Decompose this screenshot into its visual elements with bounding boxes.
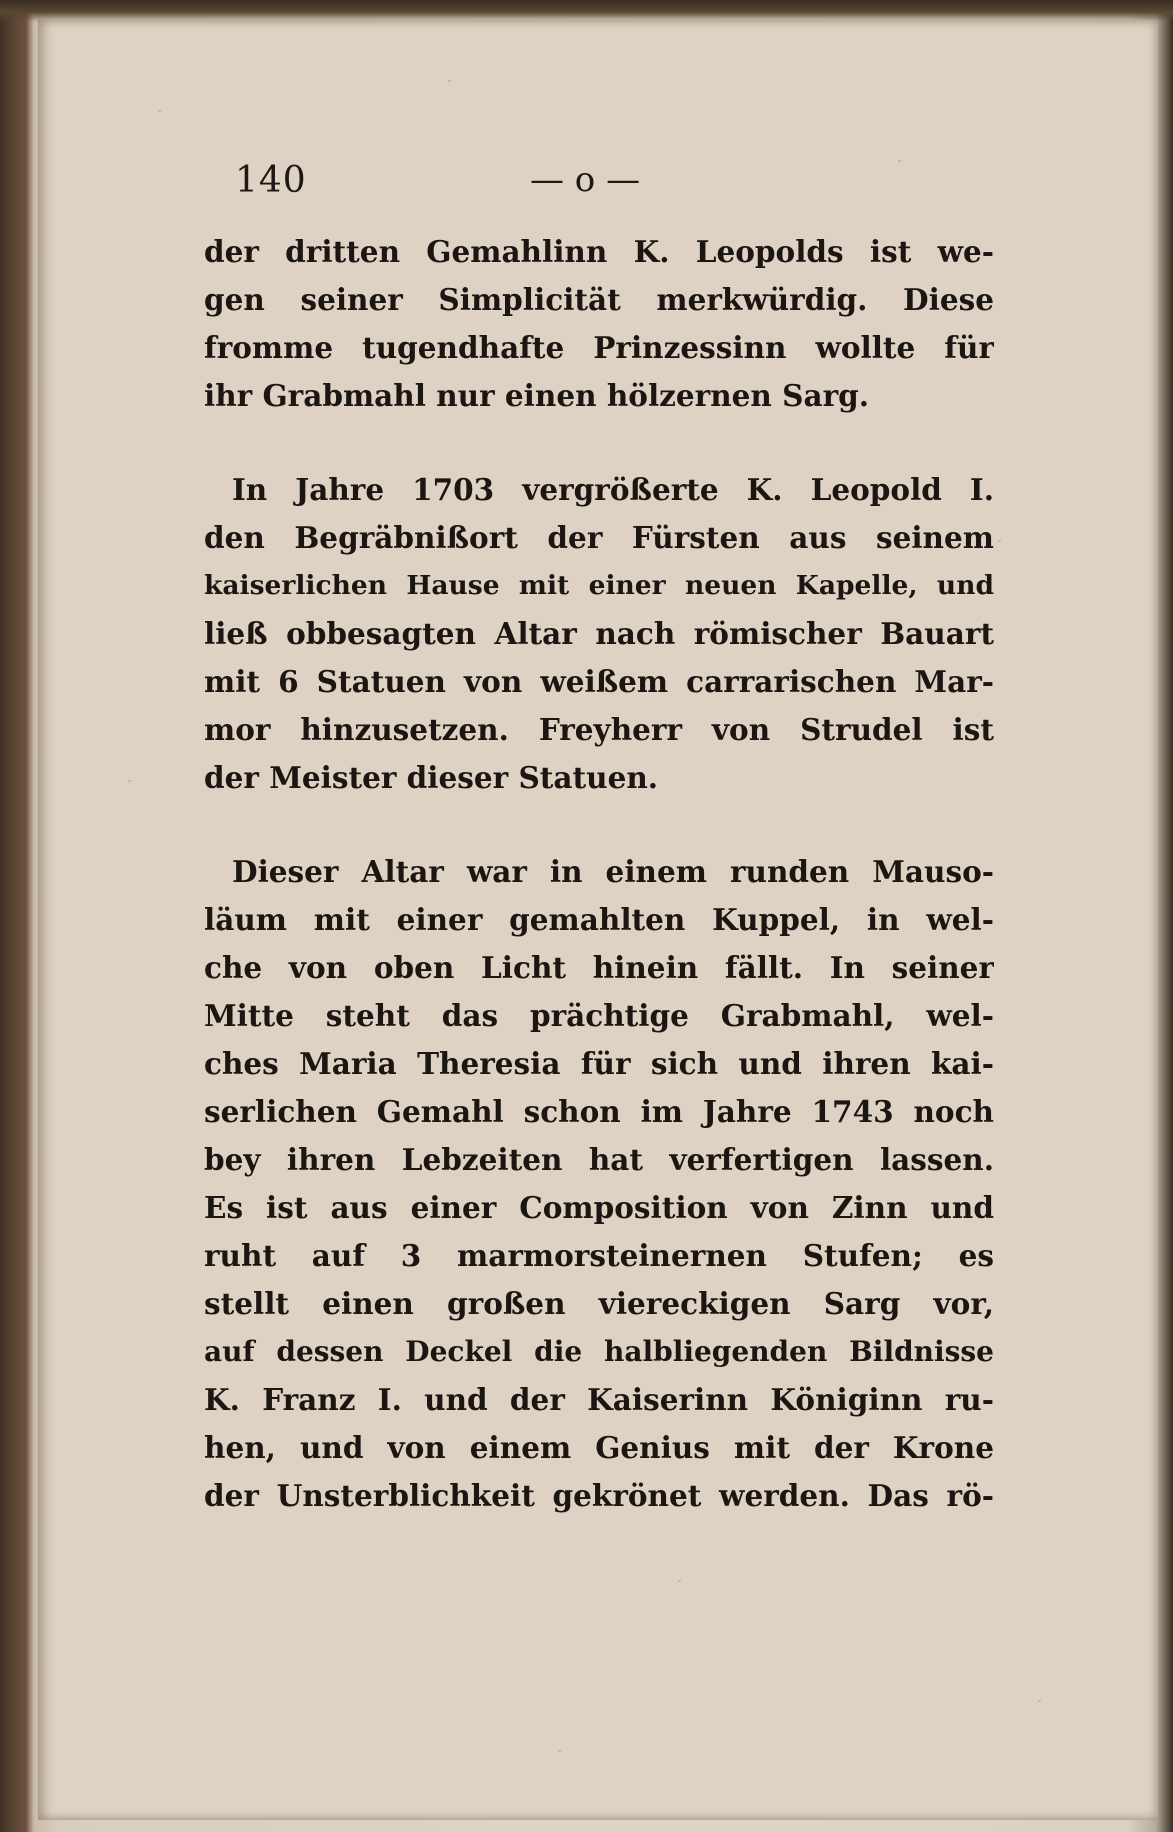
text-line: bey ihren Lebzeiten hat verfertigen lassen.	[204, 1142, 994, 1177]
paper-fleck	[158, 110, 161, 112]
text-line: stellt einen großen viereckigen Sarg vor,	[204, 1286, 994, 1321]
text-line: der Unsterblichkeit gekrönet werden. Das rö-	[204, 1478, 994, 1513]
paragraph	[204, 228, 994, 420]
text-line: ruht auf 3 marmorsteinernen Stufen; es	[204, 1238, 994, 1273]
paper-fleck	[558, 1750, 561, 1752]
paragraph	[204, 466, 994, 802]
text-line: der dritten Gemahlinn K. Leopolds ist we-	[204, 234, 994, 269]
text-line: che von oben Licht hinein fällt. In seiner	[204, 950, 994, 985]
page-header	[235, 160, 995, 210]
text-line: Mitte steht das prächtige Grabmahl, wel-	[204, 998, 994, 1033]
text-line: ihr Grabmahl nur einen hölzernen Sarg.	[204, 378, 870, 413]
paper-fleck	[1038, 1700, 1041, 1702]
text-line: mor hinzusetzen. Freyherr von Strudel ist	[204, 712, 994, 747]
paper-fleck	[448, 80, 451, 82]
paragraph	[204, 848, 994, 1520]
page-number: 140	[235, 160, 307, 201]
text-line: ließ obbesagten Altar nach römischer Bauart	[204, 616, 994, 651]
text-line: hen, und von einem Genius mit der Krone	[204, 1430, 994, 1465]
text-line: gen seiner Simplicität merkwürdig. Diese	[204, 282, 994, 317]
text-line: kaiserlichen Hause mit einer neuen Kapelle, und	[204, 570, 994, 601]
book-cover-edge	[0, 0, 1173, 22]
text-line: Dieser Altar war in einem runden Mauso-	[232, 854, 994, 889]
text-line: läum mit einer gemahlten Kuppel, in wel-	[204, 902, 994, 937]
text-line: fromme tugendhafte Prinzessinn wollte für	[204, 330, 994, 365]
text-line: der Meister dieser Statuen.	[204, 760, 659, 795]
text-line: Es ist aus einer Composition von Zinn und	[204, 1190, 994, 1225]
text-line: ches Maria Theresia für sich und ihren kai-	[204, 1046, 994, 1081]
text-line: serlichen Gemahl schon im Jahre 1743 noch	[204, 1094, 994, 1129]
paper-fleck	[128, 780, 131, 782]
text-line: mit 6 Statuen von weißem carrarischen Mar-	[204, 664, 994, 699]
paper-fleck	[998, 540, 1001, 542]
text-line: auf dessen Deckel die halbliegenden Bildnisse	[204, 1335, 994, 1368]
text-line: K. Franz I. und der Kaiserinn Königinn ru-	[204, 1382, 994, 1417]
text-line: den Begräbnißort der Fürsten aus seinem	[204, 520, 994, 555]
body-text	[204, 228, 994, 1520]
text-line: In Jahre 1703 vergrößerte K. Leopold I.	[232, 472, 994, 507]
running-head: — o —	[530, 160, 641, 200]
paper-fleck	[678, 1580, 681, 1582]
